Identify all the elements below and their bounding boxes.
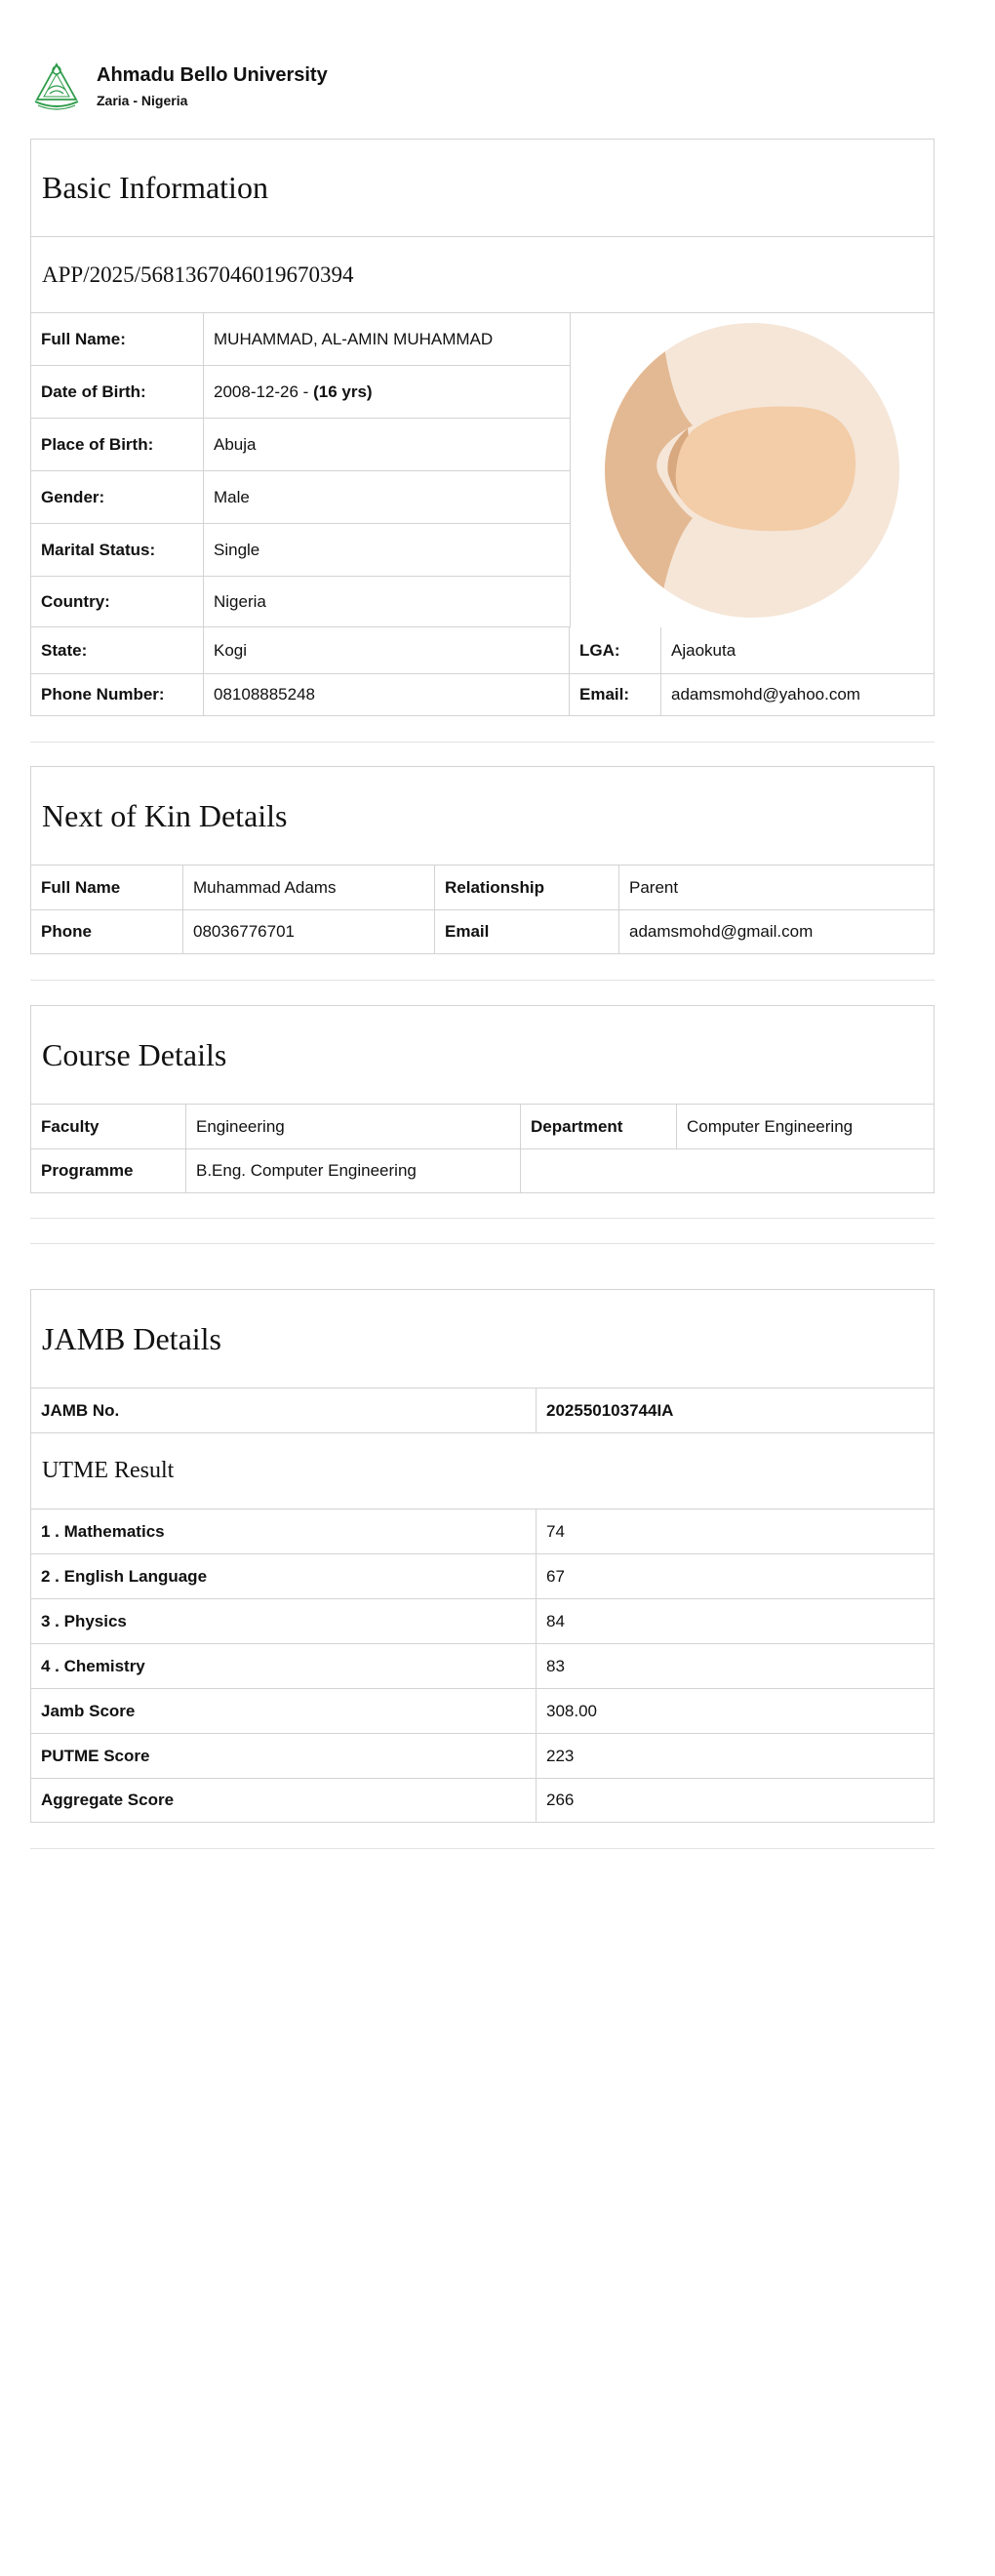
pob-value: Abuja (214, 434, 257, 454)
marital-value: Single (214, 540, 260, 559)
email-value: adamsmohd@yahoo.com (671, 685, 860, 704)
subject-label: 1 . Mathematics (31, 1509, 537, 1553)
university-location: Zaria - Nigeria (97, 93, 188, 108)
divider (30, 1218, 935, 1219)
subject-score: 74 (546, 1521, 565, 1541)
university-logo-icon (30, 60, 83, 113)
putme-score-label: PUTME Score (31, 1734, 537, 1778)
next-of-kin-title-row (31, 767, 934, 865)
country-label: Country: (31, 577, 204, 626)
pob-label: Place of Birth: (31, 419, 204, 470)
department-value: Computer Engineering (687, 1116, 854, 1136)
subject-label: 4 . Chemistry (31, 1644, 537, 1688)
aggregate-score-label: Aggregate Score (31, 1779, 537, 1822)
kin-row-1 (31, 865, 934, 910)
jamb-details-title: JAMB Details (42, 1320, 221, 1356)
basic-information-section (30, 139, 935, 716)
country-row (31, 577, 570, 627)
utme-result-table (31, 1509, 934, 1822)
department-label: Department (521, 1105, 677, 1148)
dob-date: 2008-12-26 - (214, 382, 314, 401)
table-row (31, 1779, 934, 1822)
course-row-2 (31, 1149, 934, 1192)
kin-email-label: Email (435, 910, 619, 953)
state-label: State: (31, 627, 204, 673)
gender-label: Gender: (31, 471, 204, 523)
dob-row (31, 366, 570, 419)
course-details-title-row (31, 1006, 934, 1105)
application-number-row (31, 237, 934, 313)
passport-photo (570, 313, 934, 627)
jamb-details-title-row (31, 1290, 934, 1389)
next-of-kin-title: Next of Kin Details (42, 797, 288, 833)
aggregate-score-value: 266 (546, 1791, 575, 1809)
basic-information-title-row (31, 140, 934, 237)
faculty-label: Faculty (31, 1105, 186, 1148)
pob-row (31, 419, 570, 471)
subject-score: 84 (546, 1611, 565, 1630)
state-lga-row (31, 627, 934, 674)
subject-score: 67 (546, 1566, 565, 1586)
course-details-section (30, 1005, 935, 1193)
application-number: APP/2025/5681367046019670394 (42, 262, 354, 287)
jamb-score-label: Jamb Score (31, 1689, 537, 1733)
full-name-value: MUHAMMAD, AL-AMIN MUHAMMAD (214, 329, 494, 348)
table-row (31, 1599, 934, 1644)
jamb-number-label: JAMB No. (31, 1389, 537, 1432)
table-row (31, 1734, 934, 1779)
table-row (31, 1554, 934, 1599)
dob-value (204, 366, 570, 418)
jamb-details-section (30, 1289, 935, 1823)
divider (30, 980, 935, 981)
divider (30, 742, 935, 743)
kin-relationship-label: Relationship (435, 865, 619, 909)
utme-result-title: UTME Result (42, 1458, 175, 1483)
basic-info-grid (31, 313, 934, 718)
gender-row (31, 471, 570, 524)
subject-label: 2 . English Language (31, 1554, 537, 1598)
jamb-number-value: 202550103744IA (546, 1400, 674, 1420)
divider (30, 1848, 935, 1849)
age-value: (16 yrs) (313, 382, 373, 401)
page-header (30, 60, 328, 113)
state-value: Kogi (204, 627, 570, 673)
jamb-score-value: 308.00 (546, 1701, 597, 1720)
next-of-kin-section (30, 766, 935, 954)
course-row-1 (31, 1105, 934, 1149)
phone-email-row (31, 673, 934, 716)
course-details-title: Course Details (42, 1036, 227, 1072)
kin-relationship-value: Parent (629, 877, 679, 897)
phone-value: 08108885248 (204, 673, 570, 716)
putme-score-value: 223 (546, 1746, 575, 1765)
subject-score: 83 (546, 1656, 565, 1675)
full-name-label: Full Name: (31, 313, 204, 365)
table-row (31, 1689, 934, 1734)
faculty-value: Engineering (186, 1105, 521, 1148)
gender-value: Male (214, 487, 250, 506)
lga-value: Ajaokuta (671, 640, 736, 660)
programme-label: Programme (31, 1149, 186, 1192)
marital-label: Marital Status: (31, 524, 204, 576)
empty-cell (521, 1149, 934, 1192)
phone-label: Phone Number: (31, 673, 204, 716)
kin-name-value: Muhammad Adams (183, 865, 435, 909)
kin-row-2 (31, 910, 934, 953)
utme-result-row (31, 1433, 934, 1509)
programme-value: B.Eng. Computer Engineering (186, 1149, 521, 1192)
table-row (31, 1644, 934, 1689)
marital-row (31, 524, 570, 577)
kin-name-label: Full Name (31, 865, 183, 909)
basic-information-title: Basic Information (42, 170, 268, 205)
kin-phone-value: 08036776701 (183, 910, 435, 953)
divider (30, 1243, 935, 1244)
dob-label: Date of Birth: (31, 366, 204, 418)
jamb-number-row (31, 1389, 934, 1433)
subject-label: 3 . Physics (31, 1599, 537, 1643)
university-name: Ahmadu Bello University (97, 64, 328, 86)
kin-phone-label: Phone (31, 910, 183, 953)
email-label: Email: (570, 673, 661, 716)
country-value: Nigeria (214, 591, 266, 611)
kin-email-value: adamsmohd@gmail.com (629, 922, 814, 941)
lga-label: LGA: (570, 627, 661, 673)
avatar-placeholder-icon (571, 313, 934, 627)
full-name-row (31, 313, 570, 366)
table-row (31, 1509, 934, 1554)
